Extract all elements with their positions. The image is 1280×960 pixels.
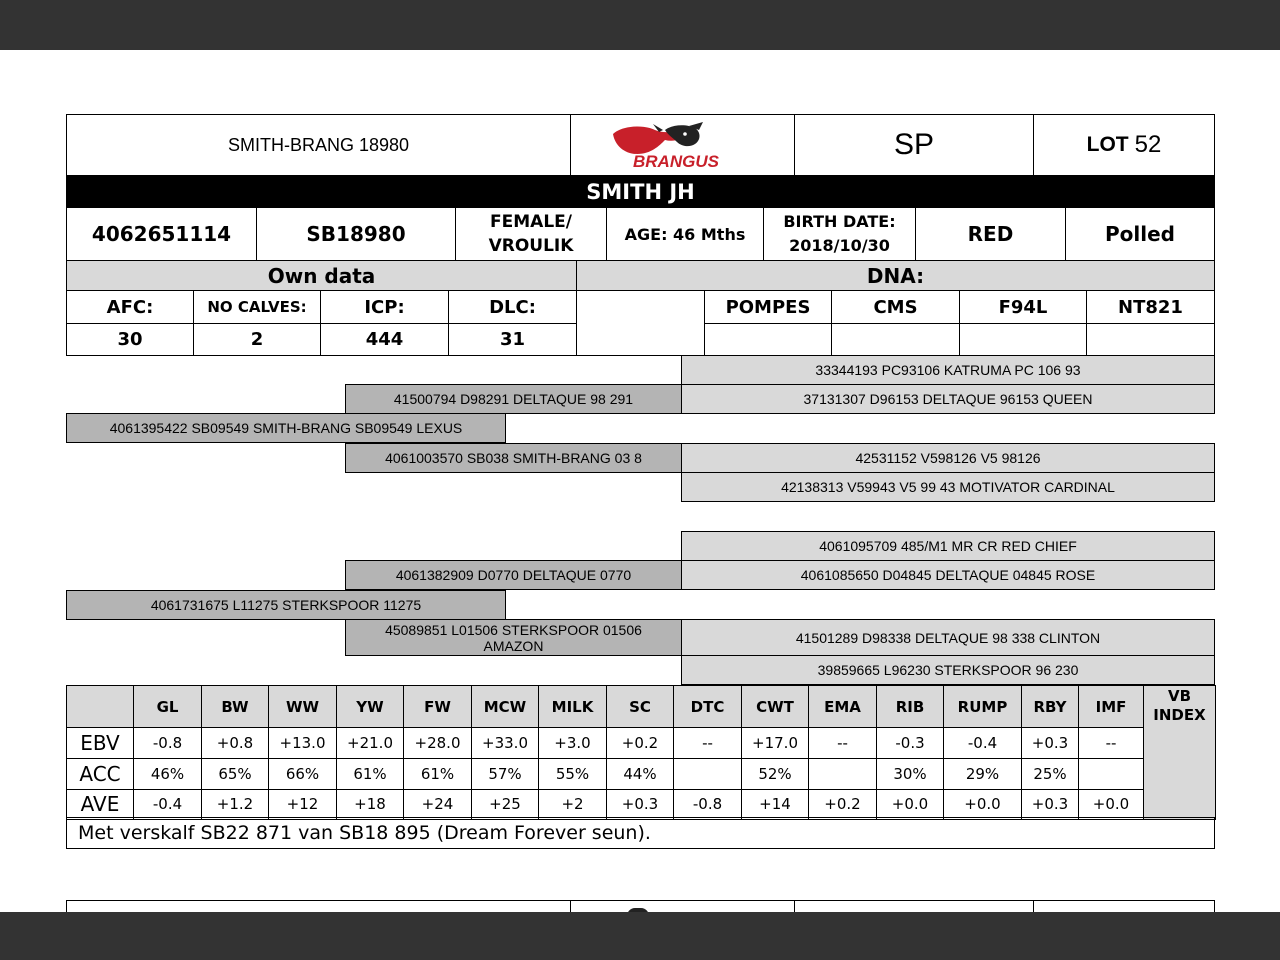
dna-header-nt821 xyxy=(1086,290,1215,324)
ebv-table xyxy=(66,685,1216,820)
herd-code xyxy=(256,207,456,261)
birth-label: BIRTH DATE: xyxy=(783,212,896,231)
dna-value-f94l xyxy=(959,323,1087,356)
pedigree-dss xyxy=(681,531,1215,561)
ebv-cell: +0.2 xyxy=(607,728,674,758)
ebv-row-label: EBV xyxy=(67,728,134,758)
pedigree-sds xyxy=(681,443,1215,473)
pedigree-dam-sire xyxy=(345,560,682,590)
ebv-cell: 61% xyxy=(404,758,472,789)
age-text: AGE: 46 Mths xyxy=(624,224,746,244)
grade xyxy=(794,114,1034,176)
ebv-col-header: IMF xyxy=(1079,686,1144,728)
ebv-cell: +0.0 xyxy=(877,789,944,819)
ebv-col-header: RIB xyxy=(877,686,944,728)
ebv-cell: -- xyxy=(1079,728,1144,758)
ebv-cell: +13.0 xyxy=(269,728,337,758)
own-data-title-text: Own data xyxy=(267,263,376,288)
ebv-corner xyxy=(67,686,134,728)
own-value-text: 30 xyxy=(117,329,143,350)
ebv-cell: 52% xyxy=(742,758,809,789)
ebv-cell: +14 xyxy=(742,789,809,819)
lot xyxy=(1033,114,1215,176)
ebv-cell: +0.3 xyxy=(1022,789,1079,819)
pedigree-text: 42138313 V59943 V5 99 43 MOTIVATOR CARDINAL xyxy=(781,479,1115,495)
ebv-cell: +21.0 xyxy=(337,728,404,758)
own-header-text: AFC: xyxy=(106,296,154,318)
own-header-dlc xyxy=(448,290,577,324)
pedigree-text: 4061382909 D0770 DELTAQUE 0770 xyxy=(395,567,632,583)
own-header-afc xyxy=(66,290,194,324)
own-value-icp xyxy=(320,323,449,356)
ebv-col-header: CWT xyxy=(742,686,809,728)
dna-header-pompes xyxy=(704,290,832,324)
ebv-cell: -0.8 xyxy=(134,728,202,758)
pedigree-dam xyxy=(66,590,506,620)
ebv-cell: +12 xyxy=(269,789,337,819)
top-bar xyxy=(0,0,1280,50)
bull-logo-icon xyxy=(603,120,763,170)
dna-header-text: CMS xyxy=(873,296,918,318)
dna-title xyxy=(576,260,1215,291)
ebv-cell: +17.0 xyxy=(742,728,809,758)
ebv-col-header: EMA xyxy=(809,686,877,728)
comment-text: Met verskalf SB22 871 van SB18 895 (Dream Forever seun). xyxy=(78,822,651,844)
ebv-cell: 46% xyxy=(134,758,202,789)
own-header-text: NO CALVES: xyxy=(207,298,307,316)
ebv-col-header: YW xyxy=(337,686,404,728)
breeder-name: SMITH JH xyxy=(586,179,695,204)
ebv-cell: -0.4 xyxy=(134,789,202,819)
pedigree-text: AMAZON xyxy=(483,637,544,654)
lot-number: 52 xyxy=(1134,131,1162,158)
dna-value-pompes xyxy=(704,323,832,356)
ebv-col-header: RBY xyxy=(1022,686,1079,728)
pedigree-text: 4061003570 SB038 SMITH-BRANG 03 8 xyxy=(385,450,642,466)
ebv-cell: 65% xyxy=(202,758,269,789)
ebv-header-row xyxy=(67,686,1216,728)
ebv-col-header: MILK xyxy=(539,686,607,728)
vb-index-line1: VB xyxy=(1167,687,1192,705)
own-header-icp xyxy=(320,290,449,324)
acc-row xyxy=(67,758,1216,789)
ebv-cell: 29% xyxy=(944,758,1022,789)
pedigree-text: 42531152 V598126 V5 98126 xyxy=(855,450,1041,466)
id-number-text: 4062651114 xyxy=(91,222,232,246)
pedigree-text: 45089851 L01506 STERKSPOOR 01506 xyxy=(385,621,642,638)
dna-value-cms xyxy=(831,323,960,356)
pedigree-dam-dam xyxy=(345,619,682,656)
ebv-col-header: BW xyxy=(202,686,269,728)
ebv-col-header: SC xyxy=(607,686,674,728)
ebv-cell: +0.0 xyxy=(1079,789,1144,819)
dna-blank xyxy=(576,290,705,356)
sex-line1: FEMALE/ xyxy=(490,212,572,232)
own-header-text: DLC: xyxy=(489,296,536,318)
pedigree-sss xyxy=(681,355,1215,385)
horn-status xyxy=(1065,207,1215,261)
ebv-cell: -0.4 xyxy=(944,728,1022,758)
ebv-cell: +1.2 xyxy=(202,789,269,819)
pedigree-text: 4061095709 485/M1 MR CR RED CHIEF xyxy=(819,538,1077,554)
ebv-cell: -0.8 xyxy=(674,789,742,819)
pedigree-text: 4061731675 L11275 STERKSPOOR 11275 xyxy=(150,597,422,613)
ebv-col-header: RUMP xyxy=(944,686,1022,728)
colour-text: RED xyxy=(967,222,1014,246)
ebv-cell: +0.3 xyxy=(1022,728,1079,758)
ebv-cell: 55% xyxy=(539,758,607,789)
horn-text: Polled xyxy=(1105,222,1175,246)
comment-row xyxy=(66,817,1215,849)
vb-index-line2: INDEX xyxy=(1153,706,1206,724)
ebv-col-header: FW xyxy=(404,686,472,728)
pedigree-text: 39859665 L96230 STERKSPOOR 96 230 xyxy=(817,662,1079,678)
ebv-row-label: ACC xyxy=(67,758,134,789)
birth-date xyxy=(763,207,916,261)
ebv-cell: +0.2 xyxy=(809,789,877,819)
pedigree-text: 41500794 D98291 DELTAQUE 98 291 xyxy=(393,391,634,407)
animal-name xyxy=(66,114,571,176)
ebv-cell: -- xyxy=(809,728,877,758)
pedigree-sire-sire xyxy=(345,384,682,414)
ebv-cell: +24 xyxy=(404,789,472,819)
ebv-col-header: DTC xyxy=(674,686,742,728)
own-value-text: 2 xyxy=(250,329,264,350)
dna-header-f94l xyxy=(959,290,1087,324)
own-data-title xyxy=(66,260,577,291)
vb-index-header xyxy=(1144,686,1216,820)
pedigree-dsd xyxy=(681,560,1215,590)
pedigree-text: 4061085650 D04845 DELTAQUE 04845 ROSE xyxy=(800,567,1096,583)
ebv-col-header: WW xyxy=(269,686,337,728)
ebv-cell: +2 xyxy=(539,789,607,819)
ebv-cell: +33.0 xyxy=(472,728,539,758)
dna-value-nt821 xyxy=(1086,323,1215,356)
own-value-calves xyxy=(193,323,321,356)
ebv-cell: -- xyxy=(674,728,742,758)
brangus-logo xyxy=(570,114,795,176)
ebv-cell: +0.0 xyxy=(944,789,1022,819)
id-number xyxy=(66,207,257,261)
own-value-afc xyxy=(66,323,194,356)
own-header-calves xyxy=(193,290,321,324)
ebv-cell: +28.0 xyxy=(404,728,472,758)
colour xyxy=(915,207,1066,261)
age xyxy=(606,207,764,261)
dna-header-text: NT821 xyxy=(1118,296,1183,318)
animal-name-text: SMITH-BRANG 18980 xyxy=(227,134,410,155)
dna-header-text: F94L xyxy=(998,296,1048,318)
ebv-cell: 61% xyxy=(337,758,404,789)
logo-text: BRANGUS xyxy=(632,152,719,170)
birth-date-text: 2018/10/30 xyxy=(789,236,890,255)
ebv-cell xyxy=(809,758,877,789)
ebv-cell: +25 xyxy=(472,789,539,819)
ebv-cell: 30% xyxy=(877,758,944,789)
ebv-row xyxy=(67,728,1216,758)
dna-title-text: DNA: xyxy=(866,263,925,288)
ebv-cell: +3.0 xyxy=(539,728,607,758)
own-value-text: 444 xyxy=(365,329,404,350)
sex xyxy=(455,207,607,261)
pedigree-text: 4061395422 SB09549 SMITH-BRANG SB09549 LEXUS xyxy=(109,420,463,436)
own-value-text: 31 xyxy=(499,329,526,350)
breeder-bar xyxy=(66,175,1215,208)
ebv-col-header: GL xyxy=(134,686,202,728)
ebv-cell xyxy=(674,758,742,789)
ebv-cell: 25% xyxy=(1022,758,1079,789)
herd-code-text: SB18980 xyxy=(306,222,406,246)
ebv-col-header: MCW xyxy=(472,686,539,728)
pedigree-ddd xyxy=(681,655,1215,685)
ebv-row-label: AVE xyxy=(67,789,134,819)
pedigree-sdd xyxy=(681,472,1215,502)
ebv-cell: 66% xyxy=(269,758,337,789)
pedigree-sire xyxy=(66,413,506,443)
pedigree-sire-dam xyxy=(345,443,682,473)
dna-header-cms xyxy=(831,290,960,324)
ebv-cell: +18 xyxy=(337,789,404,819)
ebv-cell xyxy=(1079,758,1144,789)
own-header-text: ICP: xyxy=(364,296,405,318)
ebv-cell: 44% xyxy=(607,758,674,789)
ebv-cell: +0.3 xyxy=(607,789,674,819)
lot-label: LOT xyxy=(1086,133,1129,156)
pedigree-dds xyxy=(681,619,1215,656)
ave-row xyxy=(67,789,1216,819)
bottom-bar xyxy=(0,912,1280,960)
ebv-cell: 57% xyxy=(472,758,539,789)
own-value-dlc xyxy=(448,323,577,356)
ebv-cell: -0.3 xyxy=(877,728,944,758)
pedigree-text: 41501289 D98338 DELTAQUE 98 338 CLINTON xyxy=(795,629,1101,646)
dna-header-text: POMPES xyxy=(725,296,811,318)
sex-line2: VROULIK xyxy=(488,236,574,256)
ebv-cell: +0.8 xyxy=(202,728,269,758)
pedigree-text: 33344193 PC93106 KATRUMA PC 106 93 xyxy=(815,362,1081,378)
grade-text: SP xyxy=(893,128,935,161)
pedigree-ssd xyxy=(681,384,1215,414)
pedigree-text: 37131307 D96153 DELTAQUE 96153 QUEEN xyxy=(803,391,1093,407)
